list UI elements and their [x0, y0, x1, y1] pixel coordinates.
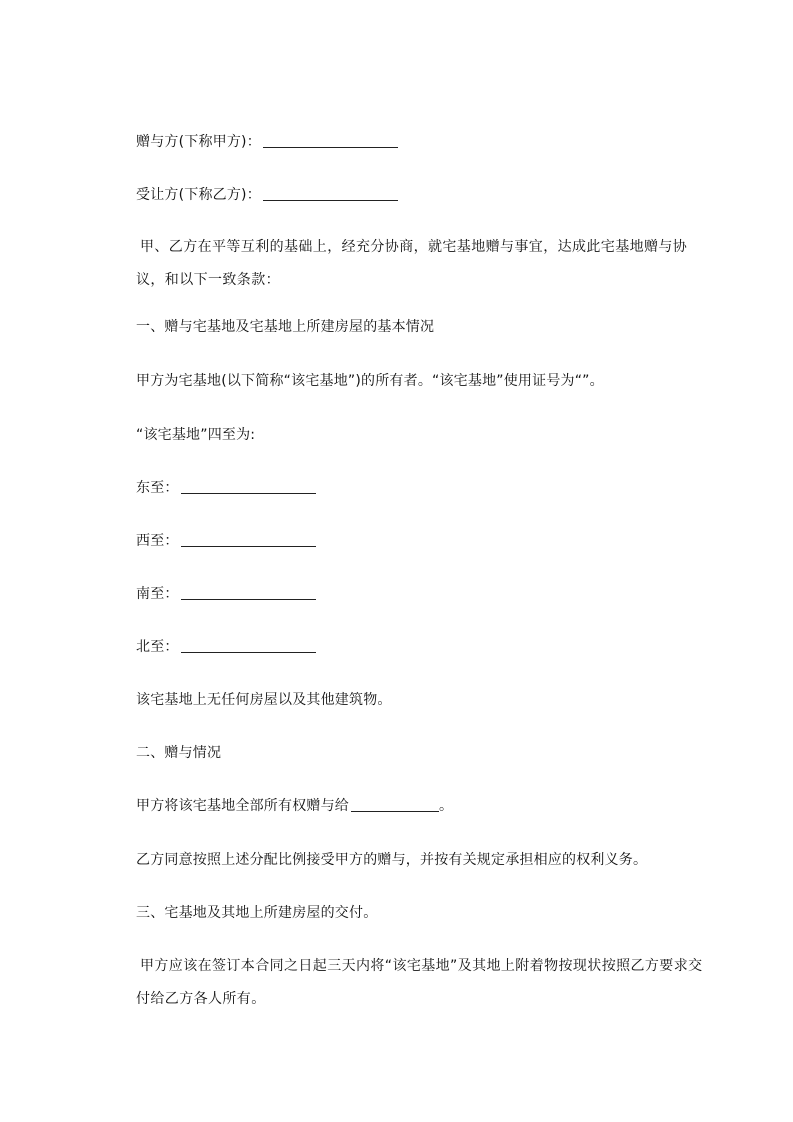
section2-title: 二、赠与情况 — [136, 745, 222, 761]
donor-blank — [263, 133, 398, 148]
boundaries-intro: “该宅基地”四至为: — [136, 427, 256, 443]
recipient-line — [136, 186, 398, 204]
intro-paragraph: 甲、乙方在平等互利的基础上，经充分协商，就宅基地赠与事宜，达成此宅基地赠与协议，和以下一致条款： — [136, 239, 688, 288]
donor-label: 赠与方(下称甲方)： — [136, 134, 261, 150]
north-label: 北至： — [136, 639, 179, 655]
section1-title: 一、赠与宅基地及宅基地上所建房屋的基本情况 — [136, 319, 435, 335]
south-boundary-line — [136, 585, 316, 603]
west-blank — [181, 532, 316, 547]
west-label: 西至： — [136, 533, 179, 549]
gift-statement-line — [136, 797, 453, 815]
no-buildings-text: 该宅基地上无任何房屋以及其他建筑物。 — [136, 692, 392, 708]
north-boundary-line — [136, 638, 316, 656]
south-label: 南至： — [136, 586, 179, 602]
south-blank — [181, 585, 316, 600]
east-boundary-line — [136, 479, 316, 497]
delivery-paragraph: 甲方应该在签订本合同之日起三天内将“该宅基地”及其地上附着物按现状按照乙方要求交付给乙方各人所有。 — [136, 958, 703, 1007]
recipient-blank — [263, 186, 398, 201]
east-label: 东至： — [136, 480, 179, 496]
gift-recipient-blank — [351, 797, 439, 812]
donor-line — [136, 133, 398, 151]
recipient-label: 受让方(下称乙方)： — [136, 187, 261, 203]
acceptance-text: 乙方同意按照上述分配比例接受甲方的赠与，并按有关规定承担相应的权利义务。 — [136, 852, 648, 868]
section3-title: 三、宅基地及其地上所建房屋的交付。 — [136, 905, 378, 921]
east-blank — [181, 479, 316, 494]
north-blank — [181, 638, 316, 653]
gift-statement-prefix: 甲方将该宅基地全部所有权赠与给 — [136, 798, 349, 814]
section1-owner-text: 甲方为宅基地(以下简称“该宅基地”)的所有者。“该宅基地”使用证号为“”。 — [136, 373, 604, 389]
gift-statement-suffix: 。 — [439, 798, 454, 814]
west-boundary-line — [136, 532, 316, 550]
